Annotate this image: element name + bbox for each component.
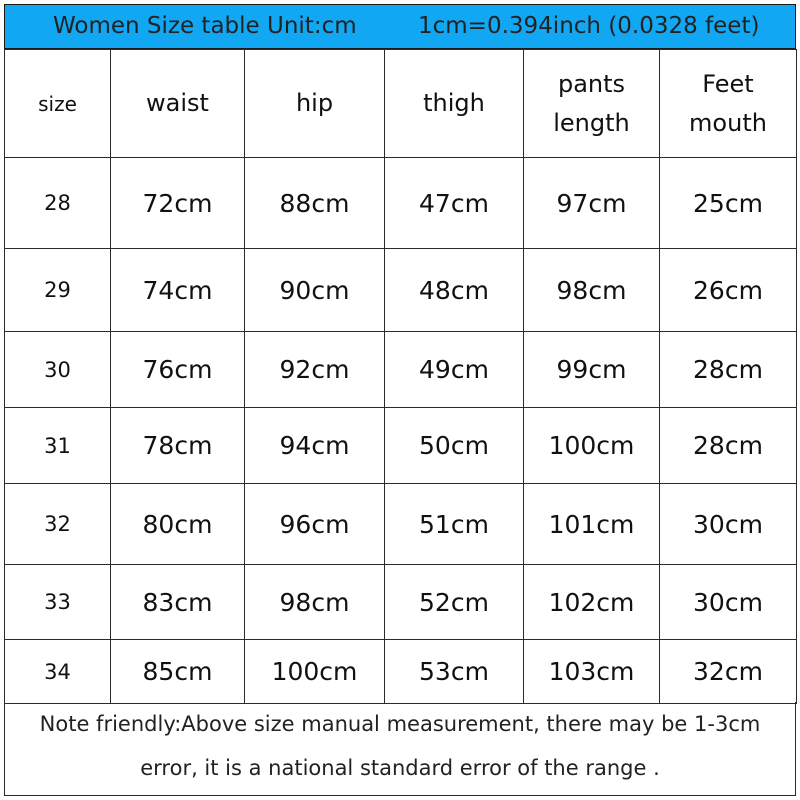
size-cell: 32 bbox=[5, 484, 111, 565]
pants-length-cell: 100cm bbox=[524, 408, 660, 484]
header-waist: waist bbox=[111, 50, 245, 158]
hip-cell: 98cm bbox=[245, 565, 385, 640]
size-cell: 28 bbox=[5, 158, 111, 249]
header-pants-length: pants length bbox=[524, 50, 660, 158]
header-feet-mouth: Feet mouth bbox=[660, 50, 797, 158]
size-cell: 29 bbox=[5, 249, 111, 332]
waist-cell: 83cm bbox=[111, 565, 245, 640]
thigh-cell: 50cm bbox=[385, 408, 524, 484]
size-cell: 33 bbox=[5, 565, 111, 640]
table-row bbox=[5, 249, 797, 332]
hip-cell: 92cm bbox=[245, 332, 385, 408]
thigh-cell: 47cm bbox=[385, 158, 524, 249]
note-line-2: error, it is a national standard error of the range . bbox=[140, 756, 660, 780]
header-hip: hip bbox=[245, 50, 385, 158]
pants-length-cell: 98cm bbox=[524, 249, 660, 332]
hip-cell: 88cm bbox=[245, 158, 385, 249]
hip-cell: 94cm bbox=[245, 408, 385, 484]
measurement-note bbox=[4, 702, 796, 796]
pants-length-cell: 102cm bbox=[524, 565, 660, 640]
table-row bbox=[5, 158, 797, 249]
waist-cell: 72cm bbox=[111, 158, 245, 249]
feet-mouth-cell: 30cm bbox=[660, 565, 797, 640]
thigh-cell: 48cm bbox=[385, 249, 524, 332]
size-cell: 31 bbox=[5, 408, 111, 484]
size-cell: 34 bbox=[5, 640, 111, 704]
waist-cell: 85cm bbox=[111, 640, 245, 704]
thigh-cell: 53cm bbox=[385, 640, 524, 704]
table-row bbox=[5, 332, 797, 408]
feet-mouth-cell: 28cm bbox=[660, 408, 797, 484]
table-row bbox=[5, 484, 797, 565]
hip-cell: 100cm bbox=[245, 640, 385, 704]
thigh-cell: 51cm bbox=[385, 484, 524, 565]
pants-length-cell: 99cm bbox=[524, 332, 660, 408]
table-title: Women Size table Unit:cm bbox=[53, 13, 357, 39]
title-banner bbox=[4, 4, 796, 49]
feet-mouth-cell: 28cm bbox=[660, 332, 797, 408]
table-row bbox=[5, 408, 797, 484]
table-row bbox=[5, 565, 797, 640]
size-cell: 30 bbox=[5, 332, 111, 408]
thigh-cell: 52cm bbox=[385, 565, 524, 640]
pants-length-cell: 103cm bbox=[524, 640, 660, 704]
feet-mouth-cell: 25cm bbox=[660, 158, 797, 249]
waist-cell: 76cm bbox=[111, 332, 245, 408]
table-row bbox=[5, 640, 797, 704]
hip-cell: 90cm bbox=[245, 249, 385, 332]
hip-cell: 96cm bbox=[245, 484, 385, 565]
feet-mouth-cell: 26cm bbox=[660, 249, 797, 332]
header-row bbox=[5, 50, 797, 158]
header-size: size bbox=[5, 50, 111, 158]
unit-conversion: 1cm=0.394inch (0.0328 feet) bbox=[418, 13, 760, 39]
pants-length-cell: 101cm bbox=[524, 484, 660, 565]
pants-length-cell: 97cm bbox=[524, 158, 660, 249]
waist-cell: 80cm bbox=[111, 484, 245, 565]
feet-mouth-cell: 32cm bbox=[660, 640, 797, 704]
note-line-1: Note friendly:Above size manual measurement, there may be 1-3cm bbox=[39, 712, 761, 736]
feet-mouth-cell: 30cm bbox=[660, 484, 797, 565]
header-thigh: thigh bbox=[385, 50, 524, 158]
size-table bbox=[4, 49, 796, 704]
waist-cell: 78cm bbox=[111, 408, 245, 484]
thigh-cell: 49cm bbox=[385, 332, 524, 408]
waist-cell: 74cm bbox=[111, 249, 245, 332]
